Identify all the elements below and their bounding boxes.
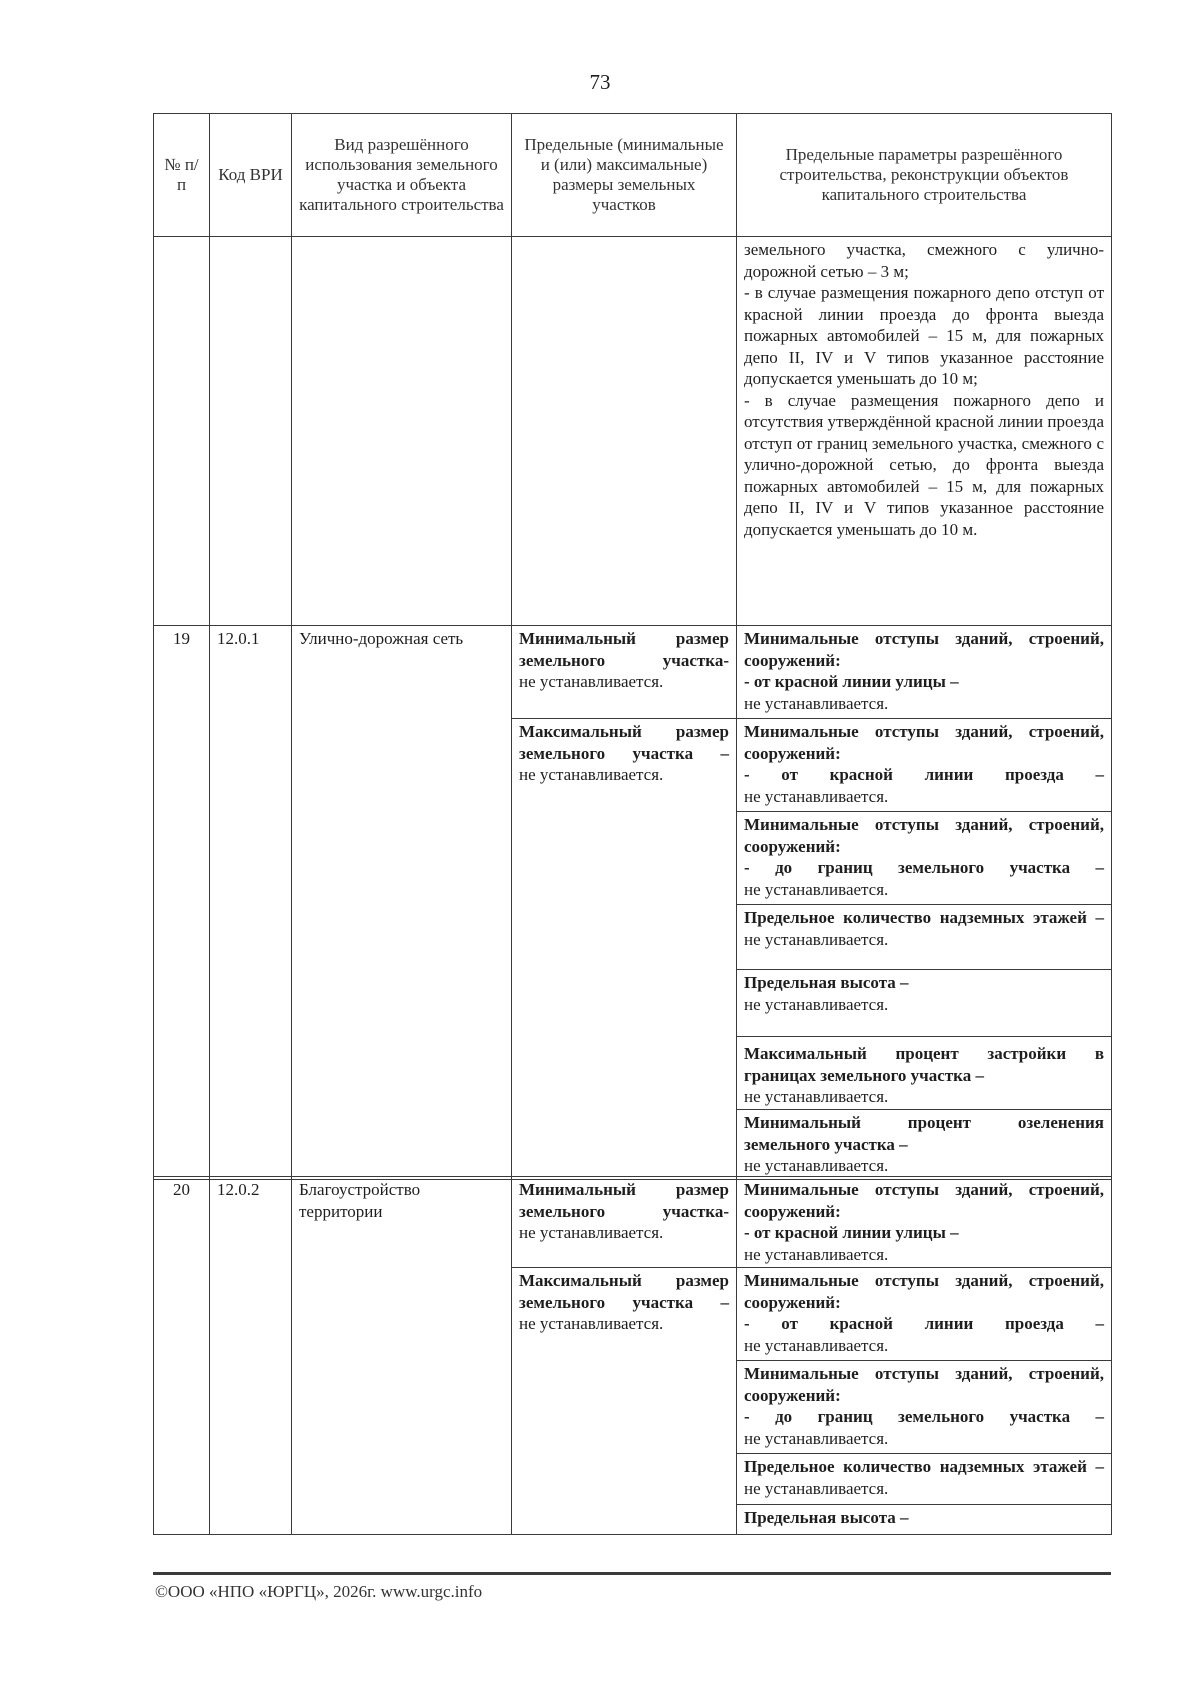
min-size-block — [512, 1177, 736, 1267]
max-size-block — [512, 718, 736, 788]
param-value: не устанавливается. — [744, 879, 889, 899]
min-size-block — [512, 626, 736, 718]
param-sub: - до границ земельного участка – — [744, 858, 1104, 877]
param-floors — [737, 904, 1111, 969]
vri-code: 12.0.2 — [210, 1177, 292, 1535]
usage-kind: Улично-дорожная сеть — [292, 626, 512, 1180]
min-size-title: Минимальный размер земельного участка- — [519, 629, 729, 670]
row-number: 20 — [154, 1177, 210, 1535]
table-row-19 — [153, 625, 1112, 1180]
param-title: Минимальные отступы зданий, строений, сооружений: — [744, 815, 1104, 856]
continuation-text: земельного участка, смежного с улично-дорожной сетью – 3 м; - в случае размещения пожарного депо отступ от красной линии проезда до фронта выезда пожарных автомобилей – 15 м, для пожарных депо II, IV и V типов указанное расстояние допускается уменьшать до 10 м; - в случае размещения пожарного депо и отсутствия утверждённой красной линии проезда отступ от границ земельного участка, смежного с улично-дорожной сетью, до фронта выезда пожарных автомобилей – 15 м, для пожарных депо II, IV и V типов указанное расстояние допускается уменьшать до 10 м. — [737, 237, 1112, 626]
param-sub: - от красной линии улицы – — [744, 1223, 959, 1242]
footer-rule — [153, 1572, 1111, 1575]
max-size-title: Максимальный размер земельного участка – — [519, 722, 729, 763]
header-code: Код ВРИ — [210, 114, 292, 237]
param-sub: - до границ земельного участка – — [744, 1407, 1104, 1426]
param-setback-street — [737, 626, 1111, 718]
params-cell — [737, 1177, 1112, 1535]
param-value: не устанавливается. — [744, 1428, 889, 1448]
param-green-percent — [737, 1109, 1111, 1179]
param-title: Минимальные отступы зданий, строений, сооружений: — [744, 1271, 1104, 1312]
page-number: 73 — [589, 70, 611, 94]
max-size-title: Максимальный размер земельного участка – — [519, 1271, 729, 1312]
header-size: Предельные (минимальные и (или) максимальные) размеры земельных участков — [512, 114, 737, 237]
size-cell — [512, 626, 737, 1180]
param-floors-text: Предельное количество надземных этажей – не устанавливается. — [744, 1457, 1104, 1498]
param-setback-passage — [737, 1267, 1111, 1360]
header-kind: Вид разрешённого использования земельного участка и объекта капитального строительства — [292, 114, 512, 237]
param-title: Минимальные отступы зданий, строений, сооружений: — [744, 629, 1104, 670]
min-size-title: Минимальный размер земельного участка- — [519, 1180, 729, 1221]
param-build-percent — [737, 1036, 1111, 1109]
param-title: Минимальные отступы зданий, строений, сооружений: — [744, 1180, 1104, 1221]
param-title: Минимальные отступы зданий, строений, сооружений: — [744, 722, 1104, 763]
param-sub: - от красной линии проезда – — [744, 765, 1104, 784]
min-size-value: не устанавливается. — [519, 1223, 664, 1242]
param-sub: - от красной линии улицы – — [744, 672, 959, 691]
footer-copyright: ©ООО «НПО «ЮРГЦ», 2026г. www.urgc.info — [155, 1582, 483, 1601]
param-value: не устанавливается. — [744, 786, 889, 806]
param-title: Минимальный процент озеленения земельного участка – — [744, 1113, 1104, 1154]
param-title: Предельная высота – — [744, 1508, 909, 1527]
size-cell — [512, 1177, 737, 1535]
regulations-table — [153, 113, 1112, 626]
params-cell — [737, 626, 1112, 1180]
max-size-value: не устанавливается. — [519, 765, 664, 784]
param-value: не устанавливается. — [744, 1087, 889, 1106]
param-title: Максимальный процент застройки в границах земельного участка – — [744, 1044, 1104, 1085]
param-title: Предельная высота – — [744, 973, 909, 992]
param-value: не устанавливается. — [744, 1244, 889, 1264]
header-params: Предельные параметры разрешённого строительства, реконструкции объектов капитального строительства — [737, 114, 1112, 237]
param-setback-passage — [737, 718, 1111, 811]
max-size-value: не устанавливается. — [519, 1314, 664, 1333]
param-setback-street — [737, 1177, 1111, 1267]
param-setback-boundary — [737, 1360, 1111, 1453]
param-height — [737, 969, 1111, 1036]
header-num: № п/п — [154, 114, 210, 237]
row-number: 19 — [154, 626, 210, 1180]
continuation-row — [154, 237, 1112, 626]
param-value: не устанавливается. — [744, 994, 889, 1014]
param-setback-boundary — [737, 811, 1111, 904]
param-value: не устанавливается. — [744, 1156, 889, 1175]
max-size-block — [512, 1267, 736, 1337]
param-floors — [737, 1453, 1111, 1504]
min-size-value: не устанавливается. — [519, 672, 664, 691]
param-floors-text: Предельное количество надземных этажей – не устанавливается. — [744, 908, 1104, 949]
param-value: не устанавливается. — [744, 1335, 889, 1355]
usage-kind: Благоустройство территории — [292, 1177, 512, 1535]
param-height — [737, 1504, 1111, 1531]
vri-code: 12.0.1 — [210, 626, 292, 1180]
table-row-20 — [153, 1176, 1112, 1535]
param-sub: - от красной линии проезда – — [744, 1314, 1104, 1333]
param-value: не устанавливается. — [744, 693, 889, 713]
table-header-row — [154, 114, 1112, 237]
param-title: Минимальные отступы зданий, строений, сооружений: — [744, 1364, 1104, 1405]
